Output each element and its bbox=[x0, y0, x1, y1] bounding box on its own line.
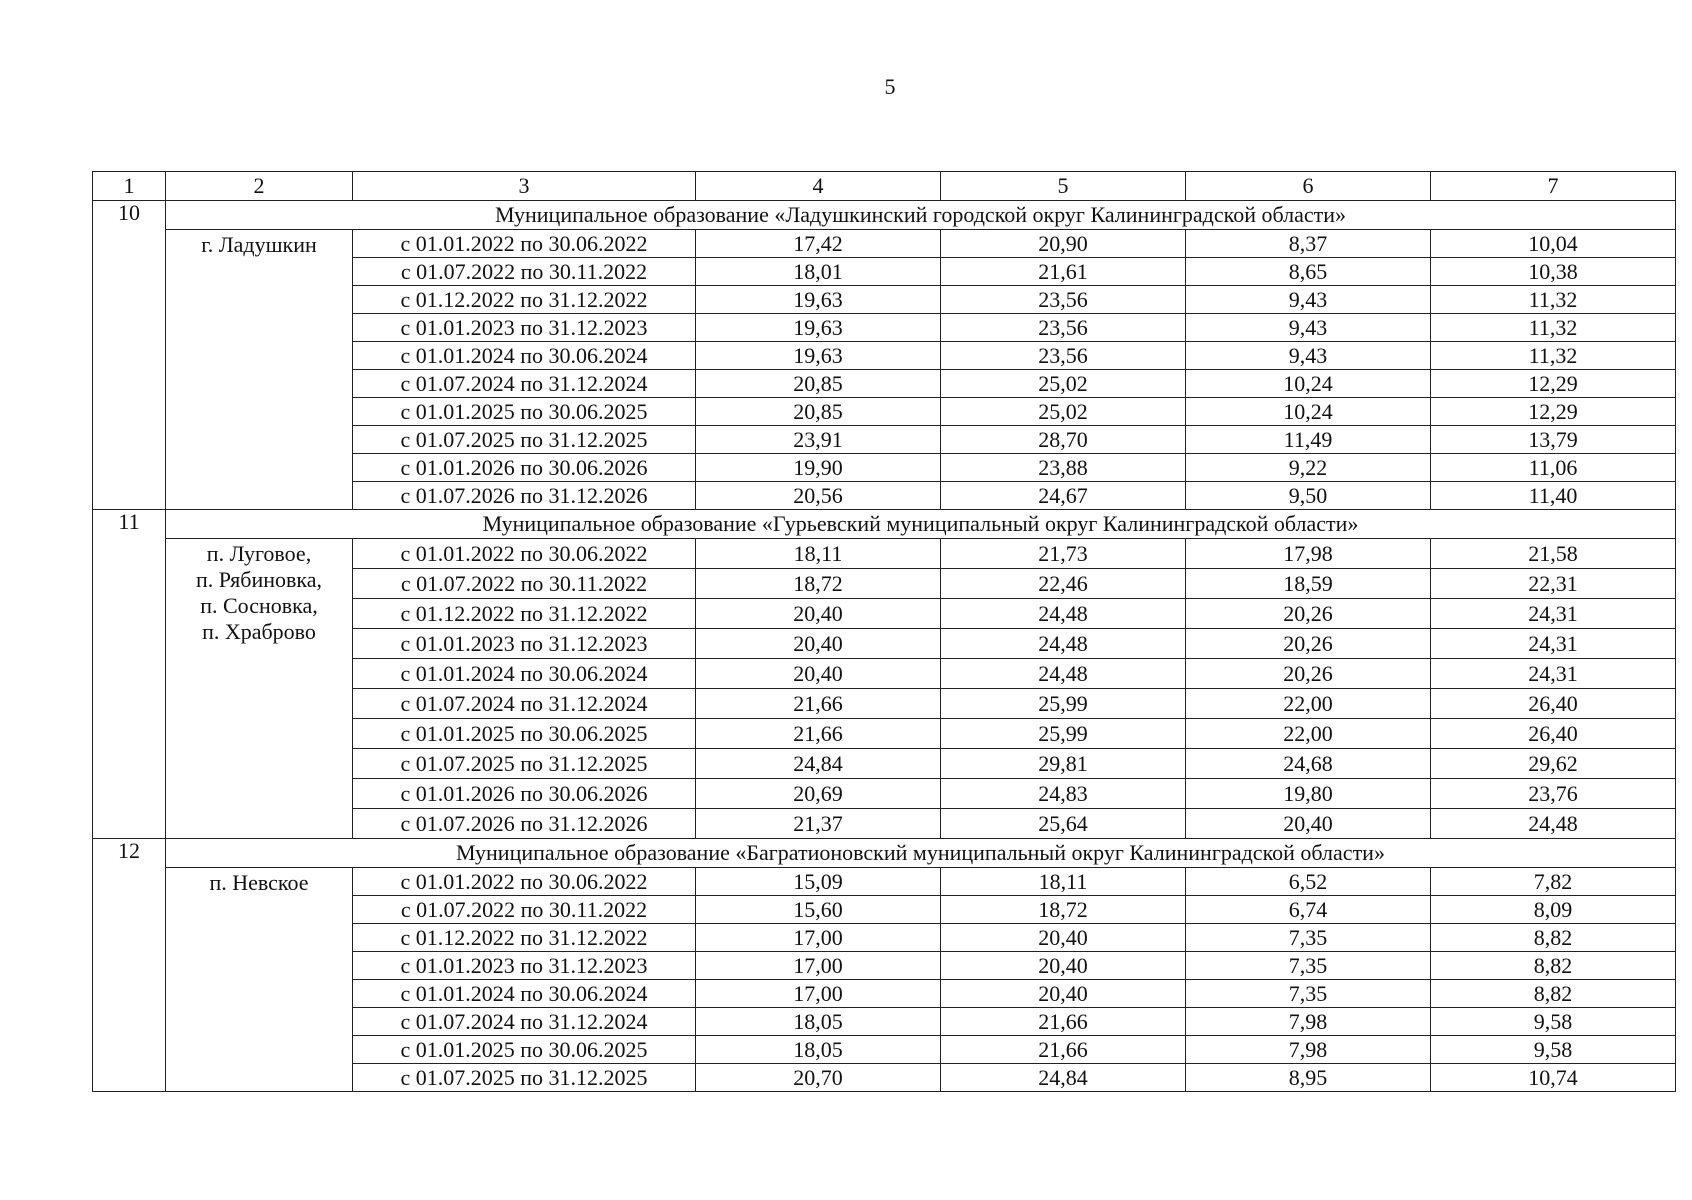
tariff-value-cell: 18,11 bbox=[696, 539, 941, 569]
period-cell: с 01.01.2022 по 30.06.2022 bbox=[353, 868, 696, 896]
tariff-value-cell: 6,74 bbox=[1186, 896, 1431, 924]
tariff-value-cell: 20,56 bbox=[696, 482, 941, 510]
period-cell: с 01.01.2025 по 30.06.2025 bbox=[353, 719, 696, 749]
tariff-value-cell: 21,66 bbox=[696, 719, 941, 749]
tariff-value-cell: 24,48 bbox=[941, 599, 1186, 629]
tariff-value-cell: 20,70 bbox=[696, 1064, 941, 1092]
tariff-value-cell: 8,95 bbox=[1186, 1064, 1431, 1092]
tariff-value-cell: 24,48 bbox=[1431, 809, 1676, 839]
tariff-value-cell: 20,85 bbox=[696, 398, 941, 426]
tariff-value-cell: 15,60 bbox=[696, 896, 941, 924]
tariff-value-cell: 21,66 bbox=[941, 1036, 1186, 1064]
section-title-row bbox=[93, 510, 1676, 539]
period-cell: с 01.07.2022 по 30.11.2022 bbox=[353, 896, 696, 924]
tariff-value-cell: 20,40 bbox=[1186, 809, 1431, 839]
tariff-value-cell: 18,72 bbox=[696, 569, 941, 599]
tariff-value-cell: 11,40 bbox=[1431, 482, 1676, 510]
tariff-value-cell: 24,31 bbox=[1431, 659, 1676, 689]
column-header: 2 bbox=[166, 172, 353, 201]
tariff-value-cell: 18,01 bbox=[696, 258, 941, 286]
period-cell: с 01.01.2025 по 30.06.2025 bbox=[353, 398, 696, 426]
tariff-value-cell: 8,82 bbox=[1431, 952, 1676, 980]
tariff-value-cell: 25,02 bbox=[941, 370, 1186, 398]
tariff-value-cell: 10,74 bbox=[1431, 1064, 1676, 1092]
section-number: 12 bbox=[93, 839, 166, 1092]
page-number: 5 bbox=[884, 74, 896, 99]
column-header: 3 bbox=[353, 172, 696, 201]
tariff-value-cell: 8,65 bbox=[1186, 258, 1431, 286]
tariff-value-cell: 8,37 bbox=[1186, 230, 1431, 258]
tariff-value-cell: 24,48 bbox=[941, 659, 1186, 689]
tariff-value-cell: 7,35 bbox=[1186, 980, 1431, 1008]
tariff-value-cell: 7,98 bbox=[1186, 1008, 1431, 1036]
tariff-value-cell: 21,58 bbox=[1431, 539, 1676, 569]
tariff-value-cell: 11,32 bbox=[1431, 286, 1676, 314]
tariff-value-cell: 24,31 bbox=[1431, 629, 1676, 659]
tariff-value-cell: 21,66 bbox=[941, 1008, 1186, 1036]
municipality-section bbox=[93, 510, 1676, 839]
period-cell: с 01.01.2023 по 31.12.2023 bbox=[353, 952, 696, 980]
tariff-value-cell: 20,40 bbox=[696, 659, 941, 689]
tariff-value-cell: 17,42 bbox=[696, 230, 941, 258]
tariff-value-cell: 11,06 bbox=[1431, 454, 1676, 482]
tariff-value-cell: 20,85 bbox=[696, 370, 941, 398]
tariff-value-cell: 18,11 bbox=[941, 868, 1186, 896]
tariff-value-cell: 10,38 bbox=[1431, 258, 1676, 286]
section-number: 10 bbox=[93, 201, 166, 510]
period-cell: с 01.12.2022 по 31.12.2022 bbox=[353, 286, 696, 314]
period-cell: с 01.01.2024 по 30.06.2024 bbox=[353, 659, 696, 689]
tariff-value-cell: 17,00 bbox=[696, 924, 941, 952]
tariff-value-cell: 25,99 bbox=[941, 719, 1186, 749]
tariff-value-cell: 18,59 bbox=[1186, 569, 1431, 599]
tariff-value-cell: 9,43 bbox=[1186, 342, 1431, 370]
tariff-value-cell: 9,58 bbox=[1431, 1008, 1676, 1036]
tariff-value-cell: 20,40 bbox=[941, 980, 1186, 1008]
tariff-value-cell: 10,24 bbox=[1186, 370, 1431, 398]
tariff-value-cell: 23,88 bbox=[941, 454, 1186, 482]
tariff-value-cell: 9,43 bbox=[1186, 314, 1431, 342]
period-cell: с 01.01.2024 по 30.06.2024 bbox=[353, 342, 696, 370]
period-cell: с 01.07.2024 по 31.12.2024 bbox=[353, 1008, 696, 1036]
settlement-name: п. Луговое, bbox=[206, 541, 312, 566]
period-cell: с 01.01.2022 по 30.06.2022 bbox=[353, 230, 696, 258]
tariff-value-cell: 29,62 bbox=[1431, 749, 1676, 779]
settlement-name: п. Храброво bbox=[202, 619, 316, 644]
tariff-value-cell: 11,32 bbox=[1431, 342, 1676, 370]
tariff-value-cell: 20,26 bbox=[1186, 599, 1431, 629]
period-cell: с 01.01.2026 по 30.06.2026 bbox=[353, 454, 696, 482]
column-header: 1 bbox=[93, 172, 166, 201]
tariff-value-cell: 20,26 bbox=[1186, 659, 1431, 689]
tariff-value-cell: 10,04 bbox=[1431, 230, 1676, 258]
settlement-cell bbox=[166, 868, 353, 1092]
settlement-name: п. Невское bbox=[209, 870, 309, 895]
tariff-value-cell: 7,98 bbox=[1186, 1036, 1431, 1064]
municipality-title: Муниципальное образование «Багратионовский муниципальный округ Калининградской области» bbox=[166, 839, 1676, 868]
period-cell: с 01.12.2022 по 31.12.2022 bbox=[353, 924, 696, 952]
tariff-value-cell: 25,64 bbox=[941, 809, 1186, 839]
tariff-value-cell: 21,37 bbox=[696, 809, 941, 839]
tariff-value-cell: 24,83 bbox=[941, 779, 1186, 809]
period-cell: с 01.01.2022 по 30.06.2022 bbox=[353, 539, 696, 569]
tariff-value-cell: 20,26 bbox=[1186, 629, 1431, 659]
tariff-value-cell: 23,56 bbox=[941, 286, 1186, 314]
tariff-value-cell: 17,00 bbox=[696, 952, 941, 980]
tariff-value-cell: 23,91 bbox=[696, 426, 941, 454]
municipality-section bbox=[93, 839, 1676, 1092]
tariff-value-cell: 22,00 bbox=[1186, 719, 1431, 749]
period-cell: с 01.01.2024 по 30.06.2024 bbox=[353, 980, 696, 1008]
tariff-value-cell: 20,40 bbox=[941, 952, 1186, 980]
tariff-value-cell: 9,50 bbox=[1186, 482, 1431, 510]
municipality-section bbox=[93, 201, 1676, 510]
tariff-value-cell: 8,09 bbox=[1431, 896, 1676, 924]
table-row bbox=[93, 230, 1676, 258]
tariff-value-cell: 20,69 bbox=[696, 779, 941, 809]
tariff-value-cell: 28,70 bbox=[941, 426, 1186, 454]
tariff-value-cell: 18,05 bbox=[696, 1008, 941, 1036]
tariff-value-cell: 23,56 bbox=[941, 314, 1186, 342]
period-cell: с 01.01.2023 по 31.12.2023 bbox=[353, 314, 696, 342]
tariff-value-cell: 17,98 bbox=[1186, 539, 1431, 569]
tariff-value-cell: 7,35 bbox=[1186, 924, 1431, 952]
tariff-table bbox=[92, 171, 1676, 1092]
period-cell: с 01.07.2025 по 31.12.2025 bbox=[353, 749, 696, 779]
tariff-value-cell: 24,84 bbox=[941, 1064, 1186, 1092]
tariff-value-cell: 17,00 bbox=[696, 980, 941, 1008]
tariff-value-cell: 13,79 bbox=[1431, 426, 1676, 454]
tariff-value-cell: 12,29 bbox=[1431, 370, 1676, 398]
period-cell: с 01.07.2026 по 31.12.2026 bbox=[353, 809, 696, 839]
column-header: 6 bbox=[1186, 172, 1431, 201]
tariff-value-cell: 24,68 bbox=[1186, 749, 1431, 779]
tariff-value-cell: 7,35 bbox=[1186, 952, 1431, 980]
tariff-value-cell: 15,09 bbox=[696, 868, 941, 896]
section-number: 11 bbox=[93, 510, 166, 839]
period-cell: с 01.01.2023 по 31.12.2023 bbox=[353, 629, 696, 659]
column-header: 7 bbox=[1431, 172, 1676, 201]
period-cell: с 01.07.2024 по 31.12.2024 bbox=[353, 370, 696, 398]
tariff-value-cell: 8,82 bbox=[1431, 980, 1676, 1008]
tariff-value-cell: 20,40 bbox=[696, 599, 941, 629]
period-cell: с 01.07.2025 по 31.12.2025 bbox=[353, 426, 696, 454]
tariff-value-cell: 9,22 bbox=[1186, 454, 1431, 482]
settlement-name: п. Рябиновка, bbox=[195, 567, 323, 592]
tariff-value-cell: 23,76 bbox=[1431, 779, 1676, 809]
tariff-value-cell: 10,24 bbox=[1186, 398, 1431, 426]
table-row bbox=[93, 868, 1676, 896]
tariff-value-cell: 26,40 bbox=[1431, 689, 1676, 719]
tariff-value-cell: 19,63 bbox=[696, 286, 941, 314]
column-header: 4 bbox=[696, 172, 941, 201]
period-cell: с 01.07.2026 по 31.12.2026 bbox=[353, 482, 696, 510]
tariff-value-cell: 11,32 bbox=[1431, 314, 1676, 342]
period-cell: с 01.07.2022 по 30.11.2022 bbox=[353, 258, 696, 286]
tariff-value-cell: 22,00 bbox=[1186, 689, 1431, 719]
tariff-value-cell: 20,90 bbox=[941, 230, 1186, 258]
period-cell: с 01.01.2026 по 30.06.2026 bbox=[353, 779, 696, 809]
tariff-value-cell: 8,82 bbox=[1431, 924, 1676, 952]
period-cell: с 01.07.2024 по 31.12.2024 bbox=[353, 689, 696, 719]
tariff-value-cell: 18,72 bbox=[941, 896, 1186, 924]
tariff-value-cell: 19,63 bbox=[696, 314, 941, 342]
municipality-title: Муниципальное образование «Гурьевский муниципальный округ Калининградской области» bbox=[166, 510, 1676, 539]
tariff-value-cell: 26,40 bbox=[1431, 719, 1676, 749]
tariff-value-cell: 23,56 bbox=[941, 342, 1186, 370]
tariff-value-cell: 19,80 bbox=[1186, 779, 1431, 809]
section-title-row bbox=[93, 839, 1676, 868]
tariff-value-cell: 7,82 bbox=[1431, 868, 1676, 896]
tariff-value-cell: 20,40 bbox=[941, 924, 1186, 952]
tariff-value-cell: 9,58 bbox=[1431, 1036, 1676, 1064]
settlement-cell bbox=[166, 539, 353, 839]
tariff-value-cell: 9,43 bbox=[1186, 286, 1431, 314]
tariff-value-cell: 18,05 bbox=[696, 1036, 941, 1064]
tariff-value-cell: 24,48 bbox=[941, 629, 1186, 659]
column-number-row bbox=[93, 172, 1676, 201]
tariff-value-cell: 19,90 bbox=[696, 454, 941, 482]
tariff-value-cell: 24,84 bbox=[696, 749, 941, 779]
column-header: 5 bbox=[941, 172, 1186, 201]
tariff-value-cell: 29,81 bbox=[941, 749, 1186, 779]
period-cell: с 01.07.2022 по 30.11.2022 bbox=[353, 569, 696, 599]
tariff-value-cell: 19,63 bbox=[696, 342, 941, 370]
tariff-value-cell: 25,02 bbox=[941, 398, 1186, 426]
tariff-value-cell: 21,73 bbox=[941, 539, 1186, 569]
period-cell: с 01.01.2025 по 30.06.2025 bbox=[353, 1036, 696, 1064]
tariff-value-cell: 11,49 bbox=[1186, 426, 1431, 454]
tariff-value-cell: 12,29 bbox=[1431, 398, 1676, 426]
table-row bbox=[93, 539, 1676, 569]
period-cell: с 01.12.2022 по 31.12.2022 bbox=[353, 599, 696, 629]
period-cell: с 01.07.2025 по 31.12.2025 bbox=[353, 1064, 696, 1092]
section-title-row bbox=[93, 201, 1676, 230]
municipality-title: Муниципальное образование «Ладушкинский городской округ Калининградской области» bbox=[166, 201, 1676, 230]
tariff-value-cell: 21,66 bbox=[696, 689, 941, 719]
settlement-name: г. Ладушкин bbox=[201, 232, 317, 257]
tariff-value-cell: 6,52 bbox=[1186, 868, 1431, 896]
tariff-value-cell: 24,67 bbox=[941, 482, 1186, 510]
tariff-value-cell: 21,61 bbox=[941, 258, 1186, 286]
tariff-value-cell: 22,31 bbox=[1431, 569, 1676, 599]
tariff-value-cell: 22,46 bbox=[941, 569, 1186, 599]
tariff-value-cell: 25,99 bbox=[941, 689, 1186, 719]
tariff-value-cell: 24,31 bbox=[1431, 599, 1676, 629]
settlement-name: п. Сосновка, bbox=[200, 593, 318, 618]
tariff-value-cell: 20,40 bbox=[696, 629, 941, 659]
settlement-cell bbox=[166, 230, 353, 510]
